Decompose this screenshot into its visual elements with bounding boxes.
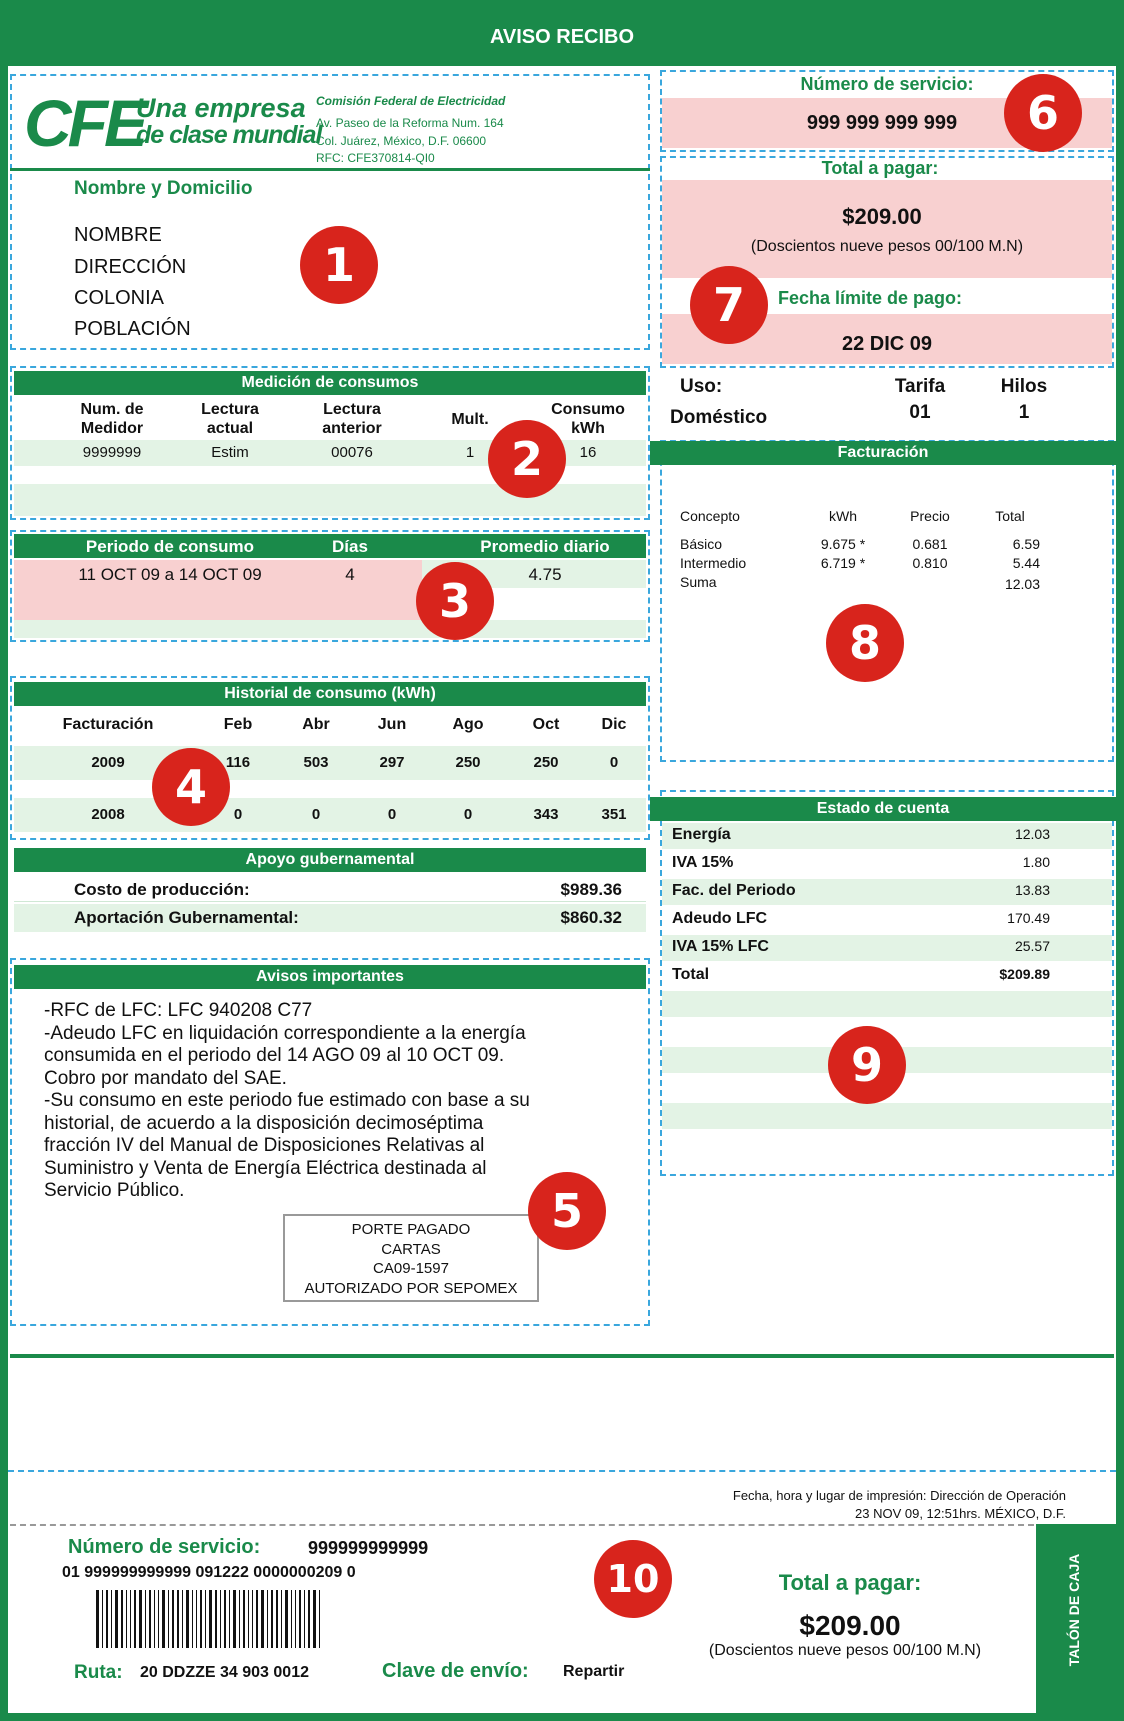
history-header-cell: Abr (302, 716, 330, 733)
badge-5: 5 (528, 1172, 606, 1250)
history-cell: 0 (311, 806, 321, 823)
period-empty-row (14, 620, 646, 638)
badge-3: 3 (416, 562, 494, 640)
usage-value: Doméstico (670, 407, 768, 428)
barcode (96, 1590, 323, 1648)
col-previous-header: Lectura anterior (322, 401, 382, 437)
notice-line: consumida en el periodo del 14 AGO 09 al 10 OCT 09. (44, 1045, 505, 1066)
measurement-title: Medición de consumos (14, 371, 646, 395)
history-cell: 0 (463, 806, 473, 823)
stamp-line: AUTORIZADO POR SEPOMEX (304, 1279, 518, 1297)
history-header-cell: Dic (601, 716, 627, 733)
customer-section-title: Nombre y Domicilio (74, 178, 253, 199)
notice-line: -Su consumo en este periodo fue estimado con base a su (44, 1090, 530, 1111)
col-mult-header: Mult. (451, 411, 489, 428)
total-due-amount: $209.00 (842, 204, 922, 229)
company-rfc: RFC: CFE370814-QI0 (316, 151, 435, 165)
history-cell: 343 (533, 806, 559, 823)
customer-name: NOMBRE (74, 224, 162, 246)
company-slogan-2: de clase mundial (136, 121, 322, 149)
stamp-line: CA09-1597 (373, 1260, 449, 1277)
history-cell: 503 (303, 754, 329, 771)
wires-label: Hilos (1000, 376, 1048, 397)
account-amount: 170.49 (1007, 910, 1050, 926)
print-info-line-2: 23 NOV 09, 12:51hrs. MÉXICO, D.F. (855, 1506, 1066, 1521)
cfe-logo: CFE (24, 86, 144, 160)
notice-text (44, 1000, 644, 1203)
route-label: Ruta: (74, 1662, 123, 1683)
multiplier: 1 (465, 444, 475, 461)
consumption-kwh: 16 (579, 444, 597, 461)
due-date: 22 DIC 09 (841, 333, 933, 355)
billing-cell: 0.810 (912, 555, 948, 571)
badge-4: 4 (152, 748, 230, 826)
billing-cell: 9.675 * (820, 536, 866, 552)
stub-total-words: (Doscientos nueve pesos 00/100 M.N) (708, 1642, 982, 1659)
customer-colony: COLONIA (74, 287, 165, 309)
cashier-stub-label: TALÓN DE CAJA (1066, 1553, 1082, 1667)
stub-reference: 01 999999999999 091222 0000000209 0 (62, 1564, 356, 1581)
history-cell: 0 (609, 754, 619, 771)
government-contribution-label: Aportación Gubernamental: (74, 908, 299, 927)
consumption-period: 11 OCT 09 a 14 OCT 09 (78, 565, 262, 584)
badge-10: 10 (594, 1540, 672, 1618)
wires-value: 1 (1018, 402, 1030, 423)
badge-6: 6 (1004, 74, 1082, 152)
stub-service-number: 999999999999 (308, 1538, 429, 1558)
history-cell: 250 (455, 754, 481, 771)
tariff-value: 01 (909, 402, 931, 423)
history-cell: 351 (601, 806, 627, 823)
production-cost-label: Costo de producción: (74, 880, 250, 899)
history-header-cell: Oct (532, 716, 560, 733)
billing-header-cell: Concepto (680, 508, 740, 524)
receipt-title-bar (8, 8, 1116, 66)
billing-cell: 0.681 (912, 536, 948, 552)
notice-line: -Adeudo LFC en liquidación correspondiente a la energía (44, 1022, 526, 1044)
account-amount: 13.83 (1014, 882, 1050, 898)
daily-average: 4.75 (528, 565, 562, 584)
tariff-label: Tarifa (894, 376, 946, 397)
account-concept: Fac. del Periodo (672, 882, 796, 899)
service-number-label: Número de servicio: (800, 74, 974, 94)
account-amount: 1.80 (1022, 854, 1050, 870)
history-cell: 2008 (91, 806, 125, 823)
government-contribution-value: $860.32 (560, 908, 622, 927)
history-cell: 2009 (91, 754, 125, 771)
service-number: 999 999 999 999 (806, 112, 958, 134)
company-name: Comisión Federal de Electricidad (316, 94, 506, 108)
notice-line: Suministro y Venta de Energía Eléctrica destinada al (44, 1157, 487, 1179)
reading-current: Estim (211, 444, 249, 461)
production-cost-value: $989.36 (560, 880, 622, 899)
send-key-value: Repartir (563, 1663, 625, 1680)
bottom-divider (10, 1354, 1114, 1358)
total-due-words: (Doscientos nueve pesos 00/100 M.N) (750, 238, 1024, 255)
send-key-label: Clave de envío: (382, 1660, 529, 1682)
stub-service-label: Número de servicio: (68, 1536, 261, 1558)
history-cell: 0 (233, 806, 243, 823)
account-concept: IVA 15% LFC (672, 938, 769, 955)
notice-line: Cobro por mandato del SAE. (44, 1067, 287, 1089)
account-amount: $209.89 (999, 966, 1050, 982)
print-info-line-1: Fecha, hora y lugar de impresión: Dirección de Operación (732, 1488, 1066, 1503)
billing-header-cell: Total (995, 508, 1025, 524)
company-address-1: Av. Paseo de la Reforma Num. 164 (316, 116, 504, 130)
col-consumption-header: Consumo kWh (551, 401, 625, 437)
route-value: 20 DDZZE 34 903 0012 (140, 1664, 309, 1681)
badge-9: 9 (828, 1026, 906, 1104)
account-concept: Total (672, 966, 710, 983)
days-col-header: Días (332, 537, 368, 556)
col-meter-header: Num. de Medidor (80, 401, 144, 437)
notice-line: -RFC de LFC: LFC 940208 C77 (44, 1000, 313, 1021)
billing-cell: Intermedio (680, 555, 747, 571)
badge-7: 7 (690, 266, 768, 344)
billing-cell: 6.59 (1012, 536, 1040, 552)
billing-cell: Básico (680, 536, 723, 552)
billing-cell: Suma (680, 574, 717, 590)
company-slogan-1: Una empresa (136, 93, 306, 123)
history-cell: 0 (387, 806, 397, 823)
cut-line-guide (8, 1470, 1116, 1472)
history-cell: 297 (379, 754, 405, 771)
history-header-cell: Facturación (62, 716, 154, 733)
account-concept: Adeudo LFC (672, 910, 768, 927)
history-header-cell: Jun (377, 716, 407, 733)
stamp-line: CARTAS (381, 1240, 441, 1258)
stub-total-amount: $209.00 (799, 1610, 901, 1641)
postage-stamp (283, 1214, 539, 1302)
period-col-header: Periodo de consumo (85, 537, 255, 556)
stub-tear-line (10, 1524, 1034, 1526)
notice-line: fracción IV del Manual de Disposiciones Relativas al (44, 1135, 485, 1156)
section-billing-outline (660, 440, 1114, 762)
account-amount: 12.03 (1014, 826, 1050, 842)
account-amount: 25.57 (1014, 938, 1050, 954)
avg-col-header: Promedio diario (480, 537, 610, 556)
company-address-2: Col. Juárez, México, D.F. 06600 (316, 134, 487, 148)
notice-line: historial, de acuerdo a la disposición decimoséptima (44, 1112, 484, 1134)
account-title: Estado de cuenta (650, 797, 1116, 821)
consumption-days: 4 (345, 565, 355, 584)
col-current-header: Lectura actual (201, 401, 259, 437)
due-date-label: Fecha límite de pago: (778, 288, 963, 308)
history-title: Historial de consumo (kWh) (14, 682, 646, 706)
billing-cell: 5.44 (1012, 555, 1040, 571)
billing-cell: 12.03 (1004, 576, 1040, 592)
customer-city: POBLACIÓN (74, 318, 191, 340)
history-header-cell: Ago (452, 716, 484, 733)
government-title: Apoyo gubernamental (14, 848, 646, 872)
billing-header-cell: kWh (829, 508, 857, 524)
usage-label: Uso: (680, 376, 723, 397)
badge-8: 8 (826, 604, 904, 682)
billing-title: Facturación (650, 441, 1116, 465)
account-row-bg (662, 991, 1112, 1017)
billing-cell: 6.719 * (820, 555, 866, 571)
notice-line: Servicio Público. (44, 1180, 185, 1201)
customer-address: DIRECCIÓN (74, 256, 187, 278)
badge-1: 1 (300, 226, 378, 304)
account-row-bg (662, 1103, 1112, 1129)
header-divider (10, 168, 650, 171)
reading-previous: 00076 (331, 444, 373, 461)
history-header-cell: Feb (223, 716, 253, 733)
billing-header-cell: Precio (910, 508, 950, 524)
meter-number: 9999999 (82, 444, 142, 461)
badge-2: 2 (488, 420, 566, 498)
total-due-label: Total a pagar: (821, 158, 939, 178)
notices-title: Avisos importantes (14, 965, 646, 989)
history-cell: 116 (225, 754, 251, 771)
receipt-title: AVISO RECIBO (489, 25, 635, 48)
stub-total-label: Total a pagar: (778, 1570, 922, 1595)
account-concept: Energía (672, 826, 731, 843)
stamp-line: PORTE PAGADO (351, 1221, 471, 1238)
account-concept: IVA 15% (672, 854, 734, 871)
history-cell: 250 (533, 754, 559, 771)
